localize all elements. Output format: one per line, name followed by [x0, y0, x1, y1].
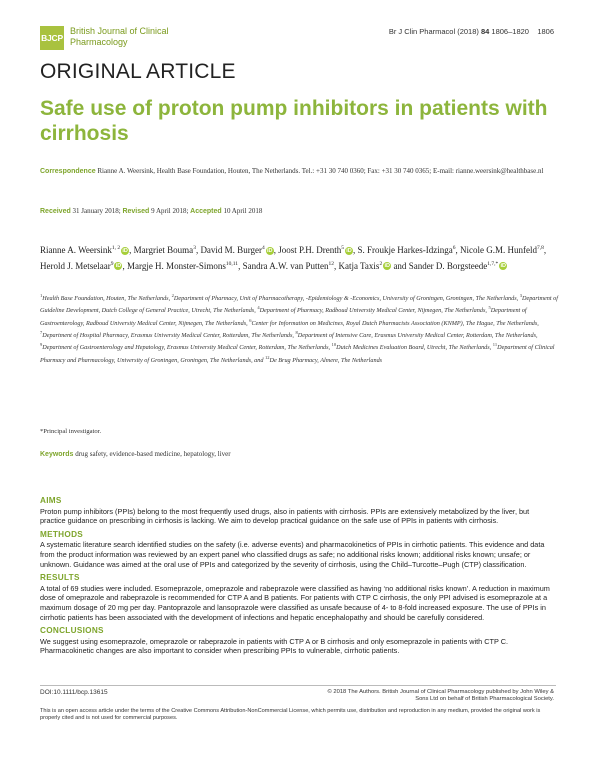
orcid-icon[interactable]: iD — [346, 247, 352, 254]
correspondence — [40, 166, 556, 177]
affiliation-number: 4 — [257, 305, 260, 311]
author-affiliation-ref: 12 — [328, 260, 334, 267]
author-affiliation-ref: 1, 2 — [111, 245, 121, 251]
author-affiliation-ref: 3 — [193, 245, 196, 251]
author-separator: , — [543, 245, 547, 255]
journal-logo — [40, 26, 64, 50]
abstract-heading-methods: METHODS — [40, 529, 84, 539]
affiliation-number: 8 — [295, 330, 298, 336]
affiliations — [40, 291, 558, 365]
citation-pages: 1806–1820 — [491, 27, 529, 36]
citation-volume: 84 — [480, 27, 490, 36]
received-label: Received — [40, 208, 71, 215]
received-date: 31 January 2018; — [72, 207, 121, 215]
orcid-icon[interactable]: iD — [122, 247, 128, 254]
abstract-text-results: A total of 69 studies were included. Esomeprazole, omeprazole and rabeprazole were classified as having ‘no additional risks known’. A reduction in maximum dose of omeprazole and rabeprazole is recommended for CTP A and B patients. For patients with CTP C cirrhosis, the only PPI advised is esomeprazole at a maximum dosage of 20 mg per day. Pantoprazole and lansoprazole were classified as unsafe because of 4- to 8-fold increased exposure. The use of PPIs in cirrhotic patients has been associated with the development of infections and hepatic encephalopathy and should be carefully considered. — [40, 583, 550, 622]
author-affiliation-ref: 9 — [110, 260, 114, 267]
affiliation-number: 2 — [171, 293, 174, 298]
author-affiliation-ref: 1,7,* — [487, 260, 499, 267]
affiliation-text: Department of Hospital Pharmacy, Erasmus University Medical Center, Rotterdam, The Netherlands, — [42, 332, 296, 340]
journal-name: British Journal of Clinical Pharmacology — [70, 26, 169, 47]
citation-prefix: Br J Clin Pharmacol (2018) — [388, 27, 479, 36]
affiliation-number: 1 — [40, 293, 43, 298]
author-affiliation-ref: 10,11 — [225, 260, 239, 267]
abstract-heading-conclusions: CONCLUSIONS — [40, 626, 104, 636]
abstract-text-methods: A systematic literature search identified studies on the safety (i.e. adverse events) and pharmacokinetics of PPIs in cirrhotic patients. This evidence and data from the product information was reviewed by an expert panel who classified drugs as safe; no additional risks known; additional risks known; unsafe; or unknown. Guidance was aimed at the oral use of PPIs and categorized by the severity of cirrhosis, using the Child–Turcotte–Pugh (CTP) classification. — [40, 540, 545, 569]
orcid-icon[interactable]: iD — [500, 263, 507, 270]
affiliation-text: Department of Intensive Care, Erasmus University Medical Center, Rotterdam, The Netherlands, — [297, 332, 538, 340]
affiliation-number: 11 — [492, 342, 498, 348]
correspondence-label: Correspondence — [40, 168, 96, 175]
orcid-icon[interactable]: iD — [384, 263, 390, 270]
affiliation-text: Dutch Medicines Evaluation Board, Utrecht, The Netherlands, — [336, 344, 493, 352]
principal-investigator-note: *Principal investigator. — [40, 428, 102, 435]
author-separator: , — [333, 260, 339, 271]
page-number: 1806 — [537, 27, 554, 36]
author-separator: , — [122, 260, 127, 271]
revised-date: 9 April 2018; — [151, 207, 189, 215]
orcid-icon[interactable]: iD — [115, 263, 122, 270]
abstract-heading-results: RESULTS — [40, 573, 80, 583]
keywords-label: Keywords — [40, 451, 74, 458]
author-separator: , — [353, 245, 358, 255]
affiliation-text: De Brug Pharmacy, Almere, The Netherlands — [269, 356, 383, 364]
affiliation-text: Department of Gastroenterology and Hepatology, Erasmus University Medical Center, Rotterdam, The Netherlands, — [42, 344, 332, 352]
author-name: Herold J. Metselaar — [40, 260, 111, 271]
author-separator: , — [195, 245, 201, 255]
correspondence-text: Rianne A. Weersink, Health Base Foundation, Houten, The Netherlands. Tel.: +31 30 740 0360; Fax: +31 30 740 0365; E-mail: rianne.weersink@healthbase.nl — [97, 167, 544, 175]
author-affiliation-ref: 2 — [379, 260, 383, 267]
affiliation-number: 12 — [265, 354, 270, 360]
affiliation-number: 9 — [40, 342, 43, 348]
affiliation-text: Department of Gastroenterology, Radboud University Medical Center, Nijmegen, The Netherlands, — [40, 307, 527, 327]
affiliation-text: Center for Information on Medicines, Royal Dutch Pharmacists Association (KNMP), The Hague, The Netherlands, — [251, 319, 539, 327]
author-list — [40, 242, 556, 273]
author-affiliation-ref: 4 — [262, 245, 265, 251]
affiliation-text: Department of Guideline Development, Dutch College of General Practice, Utrecht, The Netherlands, — [40, 295, 558, 315]
affiliation-number: 6 — [249, 317, 252, 323]
article-dates — [40, 207, 262, 215]
article-type: ORIGINAL ARTICLE — [40, 60, 236, 83]
keywords-text: drug safety, evidence-based medicine, hepatology, liver — [75, 450, 231, 458]
accepted-label: Accepted — [190, 208, 222, 215]
author-separator: , — [238, 260, 243, 271]
author-name: Nicole G.M. Hunfeld — [460, 245, 537, 255]
affiliation-text: Department of Pharmacy, Unit of Pharmacotherapy, -Epidemiology & -Economics, University of Groningen, Groningen, The Netherlands, — [173, 295, 520, 303]
orcid-icon[interactable]: iD — [267, 247, 273, 254]
affiliation-text: Department of Pharmacy, Radboud University Medical Center, Nijmegen, The Netherlands, — [259, 307, 489, 315]
author-separator: , — [129, 245, 134, 255]
author-name: Katja Taxis — [338, 260, 380, 271]
author-separator: , — [455, 245, 461, 255]
accepted-date: 10 April 2018 — [223, 207, 263, 215]
copyright: © 2018 The Authors. British Journal of Clinical Pharmacology published by John Wiley & Sons Ltd on behalf of British Pharmacological Society. — [327, 689, 554, 703]
citation — [389, 27, 554, 36]
doi[interactable]: DOI:10.1111/bcp.13615 — [40, 689, 108, 696]
author-affiliation-ref: 7,8 — [537, 245, 544, 251]
author-name: Joost P.H. Drenth — [278, 245, 342, 255]
affiliation-number: 5 — [488, 305, 491, 311]
abstract-text-conclusions: We suggest using esomeprazole, omeprazole or rabeprazole in patients with CTP A or B cirrhosis and only esomeprazole in patients with CTP C. Pharmacokinetic changes are also important to consider when prescribing PPIs to vulnerable, cirrhotic patients. — [40, 636, 509, 656]
abstract — [40, 496, 556, 660]
license-text: This is an open access article under the terms of the Creative Commons Attribution-NonCommercial License, which permits use, distribution and reproduction in any medium, provided the original work is properly cited and is not used for commercial purposes. — [40, 708, 541, 722]
author-separator: and — [391, 260, 409, 271]
affiliation-number: 3 — [519, 293, 522, 298]
author-affiliation-ref: 6 — [452, 245, 456, 251]
author-separator: , — [273, 245, 279, 255]
keywords — [40, 450, 231, 458]
author-name: Margriet Bouma — [133, 245, 194, 255]
logo-text: BJCP — [41, 33, 63, 43]
author-name: Sandra A.W. van Putten — [242, 260, 329, 271]
author-affiliation-ref: 5 — [341, 245, 345, 251]
affiliation-text: Health Base Foundation, Houten, The Netherlands, — [42, 295, 172, 303]
author-name: David M. Burger — [200, 245, 263, 255]
author-name: Rianne A. Weersink — [40, 245, 112, 255]
affiliation-number: 7 — [40, 330, 43, 336]
article-title: Safe use of proton pump inhibitors in patients with cirrhosis — [40, 97, 548, 145]
revised-label: Revised — [122, 208, 150, 215]
affiliation-text: Department of Clinical Pharmacy and Pharmacology, University of Groningen, Groningen, The Netherlands, and — [40, 344, 555, 364]
author-name: Margje H. Monster-Simons — [126, 260, 226, 271]
author-name: S. Froukje Harkes-Idzinga — [357, 245, 453, 255]
author-name: Sander D. Borgsteede — [408, 260, 488, 271]
affiliation-number: 10 — [331, 342, 337, 348]
abstract-heading-aims: AIMS — [40, 496, 62, 505]
footer-divider — [40, 685, 556, 686]
abstract-text-aims: Proton pump inhibitors (PPIs) belong to the most frequently used drugs, also in patients with cirrhosis. PPIs are extensively metabolized by the liver, but practice guidance on prescribing in cirrhosis is lacking. We aim to develop practical guidance on the safe use of PPIs in patients with cirrhosis. — [40, 506, 530, 526]
